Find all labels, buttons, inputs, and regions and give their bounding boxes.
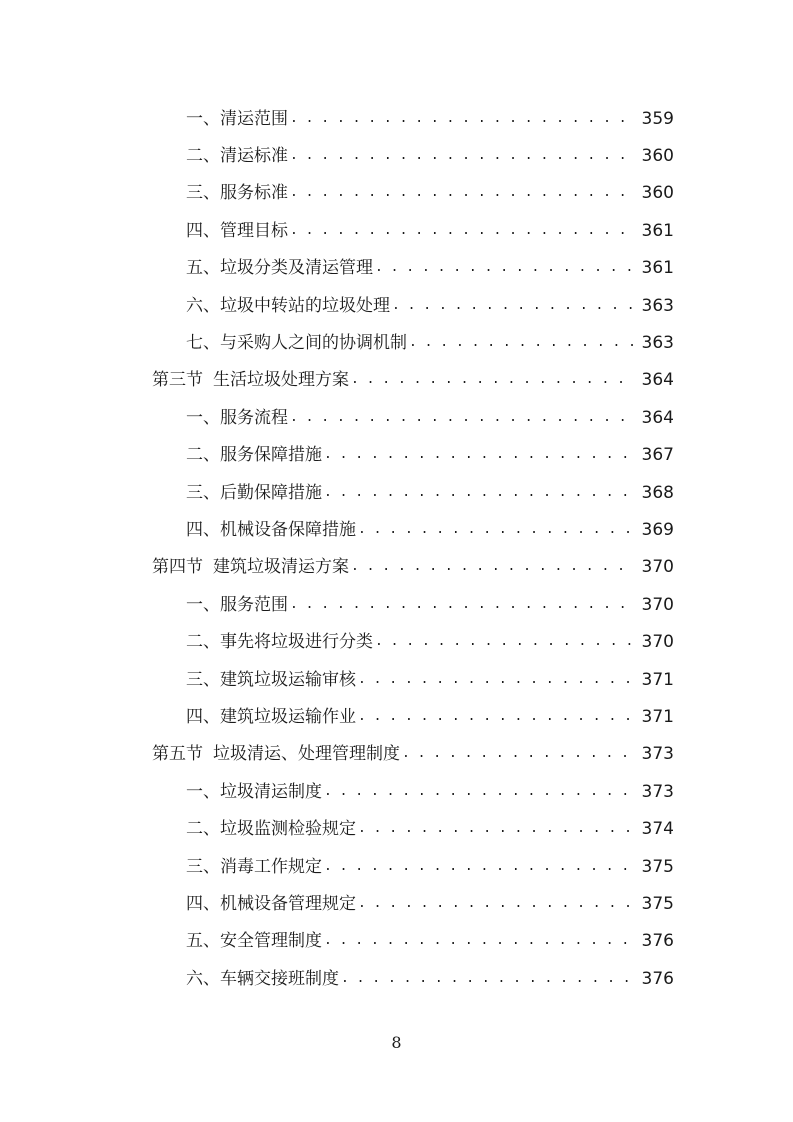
toc-dot-leader: [358, 819, 634, 839]
toc-entry-title: 一、服务范围: [186, 594, 288, 615]
toc-entry-label: [186, 894, 356, 914]
toc-entry-title: 七、与采购人之间的协调机制: [186, 333, 407, 354]
toc-entry-title: 五、安全管理制度: [186, 931, 322, 952]
page-number: 8: [391, 1033, 402, 1052]
toc-page-number: 363: [641, 333, 674, 354]
toc-entry-label: [186, 221, 288, 241]
toc-dot-leader: [290, 146, 634, 166]
toc-entry-title: 六、垃圾中转站的垃圾处理: [186, 295, 390, 316]
toc-entry[interactable]: [0, 137, 793, 174]
table-of-contents: [0, 100, 793, 997]
toc-page-number: 375: [641, 856, 674, 877]
toc-entry-title: 四、建筑垃圾运输作业: [186, 706, 356, 727]
toc-entry-label: [186, 183, 288, 203]
toc-section-entry[interactable]: [0, 736, 793, 773]
toc-entry-title: 一、服务流程: [186, 407, 288, 428]
toc-page-number: 363: [641, 295, 674, 316]
toc-entry[interactable]: [0, 175, 793, 212]
toc-entry-title: 四、机械设备管理规定: [186, 893, 356, 914]
toc-page-number: 376: [641, 931, 674, 952]
toc-entry-label: [186, 109, 288, 129]
toc-page-number: 371: [641, 669, 674, 690]
toc-page-number: 370: [641, 557, 674, 578]
toc-entry-title: 垃圾清运、处理管理制度: [213, 744, 400, 765]
toc-page-number: 370: [641, 632, 674, 653]
toc-entry-title: 二、服务保障措施: [186, 445, 322, 466]
toc-dot-leader: [375, 258, 634, 278]
toc-entry-title: 三、后勤保障措施: [186, 482, 322, 503]
toc-page-number: 369: [641, 519, 674, 540]
toc-dot-leader: [290, 408, 634, 428]
toc-entry-label: [186, 333, 407, 353]
toc-page-number: 376: [641, 968, 674, 989]
toc-entry-title: 三、消毒工作规定: [186, 856, 322, 877]
toc-dot-leader: [290, 595, 634, 615]
toc-entry-label: [186, 445, 322, 465]
toc-entry-label: [186, 483, 322, 503]
toc-entry-label: [152, 557, 349, 577]
toc-dot-leader: [290, 221, 634, 241]
toc-page-number: 359: [641, 108, 674, 129]
toc-entry[interactable]: [0, 623, 793, 660]
toc-entry[interactable]: [0, 100, 793, 137]
toc-entry-label: [186, 969, 339, 989]
toc-section-number: 第四节: [152, 557, 203, 578]
toc-page-number: 373: [641, 781, 674, 802]
toc-entry-label: [186, 408, 288, 428]
toc-entry-label: [186, 296, 390, 316]
toc-entry-title: 三、服务标准: [186, 183, 288, 204]
toc-page-number: 364: [641, 370, 674, 391]
toc-entry-title: 四、管理目标: [186, 220, 288, 241]
toc-section-number: 第三节: [152, 370, 203, 391]
toc-entry-title: 二、事先将垃圾进行分类: [186, 632, 373, 653]
toc-dot-leader: [324, 782, 634, 802]
toc-dot-leader: [324, 445, 634, 465]
toc-entry-title: 一、垃圾清运制度: [186, 781, 322, 802]
toc-entry[interactable]: [0, 511, 793, 548]
toc-entry-title: 五、垃圾分类及清运管理: [186, 258, 373, 279]
toc-entry-label: [152, 370, 349, 390]
toc-dot-leader: [351, 557, 634, 577]
toc-dot-leader: [409, 333, 634, 353]
toc-entry-title: 三、建筑垃圾运输审核: [186, 669, 356, 690]
toc-entry-label: [186, 819, 356, 839]
toc-entry-label: [186, 595, 288, 615]
toc-entry-label: [152, 744, 400, 764]
toc-entry[interactable]: [0, 661, 793, 698]
toc-entry[interactable]: [0, 848, 793, 885]
toc-dot-leader: [324, 931, 634, 951]
toc-entry-title: 建筑垃圾清运方案: [213, 557, 349, 578]
toc-entry[interactable]: [0, 810, 793, 847]
toc-dot-leader: [358, 894, 634, 914]
toc-section-entry[interactable]: [0, 549, 793, 586]
toc-section-number: 第五节: [152, 744, 203, 765]
toc-entry[interactable]: [0, 960, 793, 997]
toc-dot-leader: [375, 632, 634, 652]
toc-page-number: 374: [641, 819, 674, 840]
toc-page-number: 361: [641, 258, 674, 279]
toc-entry[interactable]: [0, 923, 793, 960]
toc-dot-leader: [324, 857, 634, 877]
toc-page-number: 360: [641, 183, 674, 204]
toc-entry[interactable]: [0, 698, 793, 735]
toc-entry[interactable]: [0, 437, 793, 474]
toc-dot-leader: [358, 520, 634, 540]
toc-dot-leader: [358, 707, 634, 727]
toc-entry-label: [186, 931, 322, 951]
toc-dot-leader: [341, 969, 634, 989]
toc-entry-label: [186, 782, 322, 802]
toc-dot-leader: [358, 670, 634, 690]
toc-page-number: 361: [641, 220, 674, 241]
toc-entry-label: [186, 632, 373, 652]
toc-entry[interactable]: [0, 773, 793, 810]
toc-entry-title: 四、机械设备保障措施: [186, 519, 356, 540]
toc-entry-title: 一、清运范围: [186, 108, 288, 129]
toc-dot-leader: [402, 744, 634, 764]
toc-entry-title: 生活垃圾处理方案: [213, 370, 349, 391]
toc-entry-label: [186, 146, 288, 166]
toc-page-number: 360: [641, 146, 674, 167]
toc-dot-leader: [290, 109, 634, 129]
toc-entry[interactable]: [0, 287, 793, 324]
toc-page-number: 367: [641, 445, 674, 466]
toc-entry-label: [186, 258, 373, 278]
toc-dot-leader: [392, 296, 634, 316]
toc-dot-leader: [324, 483, 634, 503]
toc-dot-leader: [351, 370, 634, 390]
toc-page-number: 364: [641, 407, 674, 428]
toc-page-number: 375: [641, 893, 674, 914]
toc-entry-title: 二、垃圾监测检验规定: [186, 819, 356, 840]
toc-entry-label: [186, 857, 322, 877]
toc-entry[interactable]: [0, 324, 793, 361]
toc-section-entry[interactable]: [0, 362, 793, 399]
toc-page-number: 371: [641, 706, 674, 727]
toc-entry-title: 二、清运标准: [186, 146, 288, 167]
toc-page-number: 373: [641, 744, 674, 765]
toc-entry[interactable]: [0, 885, 793, 922]
toc-entry[interactable]: [0, 250, 793, 287]
toc-page-number: 368: [641, 482, 674, 503]
toc-dot-leader: [290, 183, 634, 203]
toc-entry-label: [186, 670, 356, 690]
toc-page-number: 370: [641, 594, 674, 615]
toc-entry[interactable]: [0, 586, 793, 623]
toc-entry[interactable]: [0, 212, 793, 249]
toc-entry-title: 六、车辆交接班制度: [186, 968, 339, 989]
toc-entry[interactable]: [0, 474, 793, 511]
toc-entry[interactable]: [0, 399, 793, 436]
toc-entry-label: [186, 707, 356, 727]
toc-entry-label: [186, 520, 356, 540]
